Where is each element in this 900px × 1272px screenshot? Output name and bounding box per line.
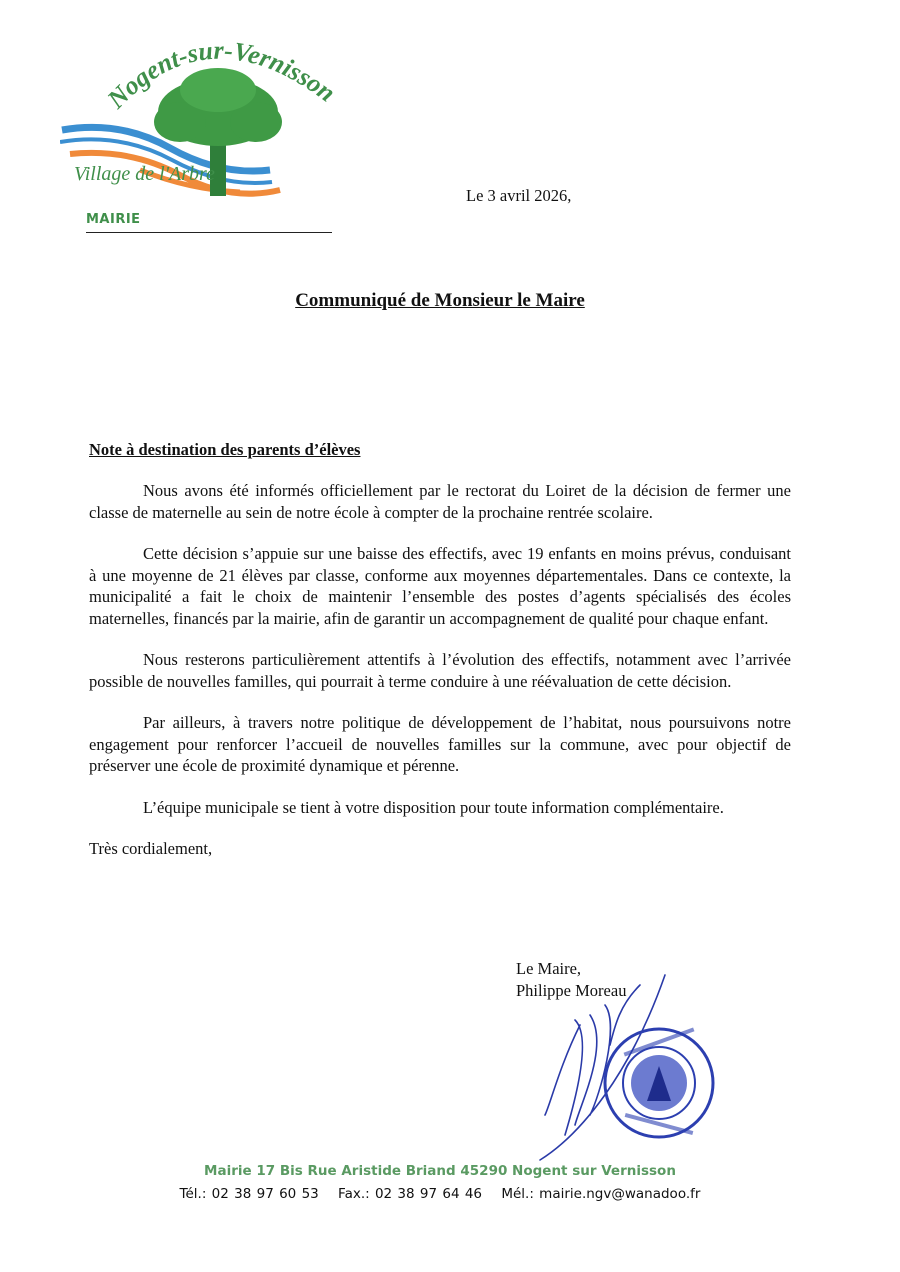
header-divider xyxy=(86,232,332,233)
signer-name: Philippe Moreau xyxy=(516,981,627,1000)
mairie-stamp xyxy=(602,1026,716,1140)
paragraph-4: Par ailleurs, à travers notre politique de développement de l’habitat, nous poursuivons notre engagement pour renforcer l’accueil de nouvelles familles sur la commune, avec pour objectif de préserver une école de proximité dynamique et pérenne. xyxy=(89,713,791,775)
footer-contact xyxy=(0,1186,880,1202)
footer-address: Mairie 17 Bis Rue Aristide Briand 45290 Nogent sur Vernisson xyxy=(204,1163,676,1179)
signer-role: Le Maire, xyxy=(516,959,582,978)
note-heading: Note à destination des parents d’élèves xyxy=(89,440,361,459)
paragraph-5: L’équipe municipale se tient à votre disposition pour toute information complémentaire. xyxy=(143,797,724,817)
footer-phone: Tél.: 02 38 97 60 53 xyxy=(179,1186,319,1202)
footer-email: Mél.: mairie.ngv@wanadoo.fr xyxy=(501,1186,701,1202)
town-logo xyxy=(60,30,350,220)
mairie-label: MAIRIE xyxy=(86,212,141,227)
closing: Très cordialement, xyxy=(89,839,213,858)
logo-tagline: Village de l'Arbre xyxy=(74,163,215,185)
logo-town-name: Nogent-sur-Vernisson xyxy=(101,35,341,115)
paragraph-1: Nous avons été informés officiellement par le rectorat du Loiret de la décision de fermer une classe de maternelle au sein de notre école à compter de la prochaine rentrée scolaire. xyxy=(89,481,791,522)
page-title: Communiqué de Monsieur le Maire xyxy=(295,290,585,311)
letter-date: Le 3 avril 2026, xyxy=(466,186,572,205)
footer-fax: Fax.: 02 38 97 64 46 xyxy=(338,1186,483,1202)
paragraph-2: Cette décision s’appuie sur une baisse des effectifs, avec 19 enfants en moins prévus, conduisant à une moyenne de 21 élèves par classe, conforme aux moyennes départementales. Dans ce contexte, la municipalité a fait le choix de maintenir l’ensemble des postes d’agents spécialisés des écoles maternelles, financés par la mairie, afin de garantir un accompagnement de qualité pour chaque enfant. xyxy=(89,544,791,628)
paragraph-3: Nous resterons particulièrement attentifs à l’évolution des effectifs, notamment avec l’arrivée possible de nouvelles familles, qui pourrait à terme conduire à une réévaluation de cette décision. xyxy=(89,650,791,691)
letter-body xyxy=(89,480,791,880)
